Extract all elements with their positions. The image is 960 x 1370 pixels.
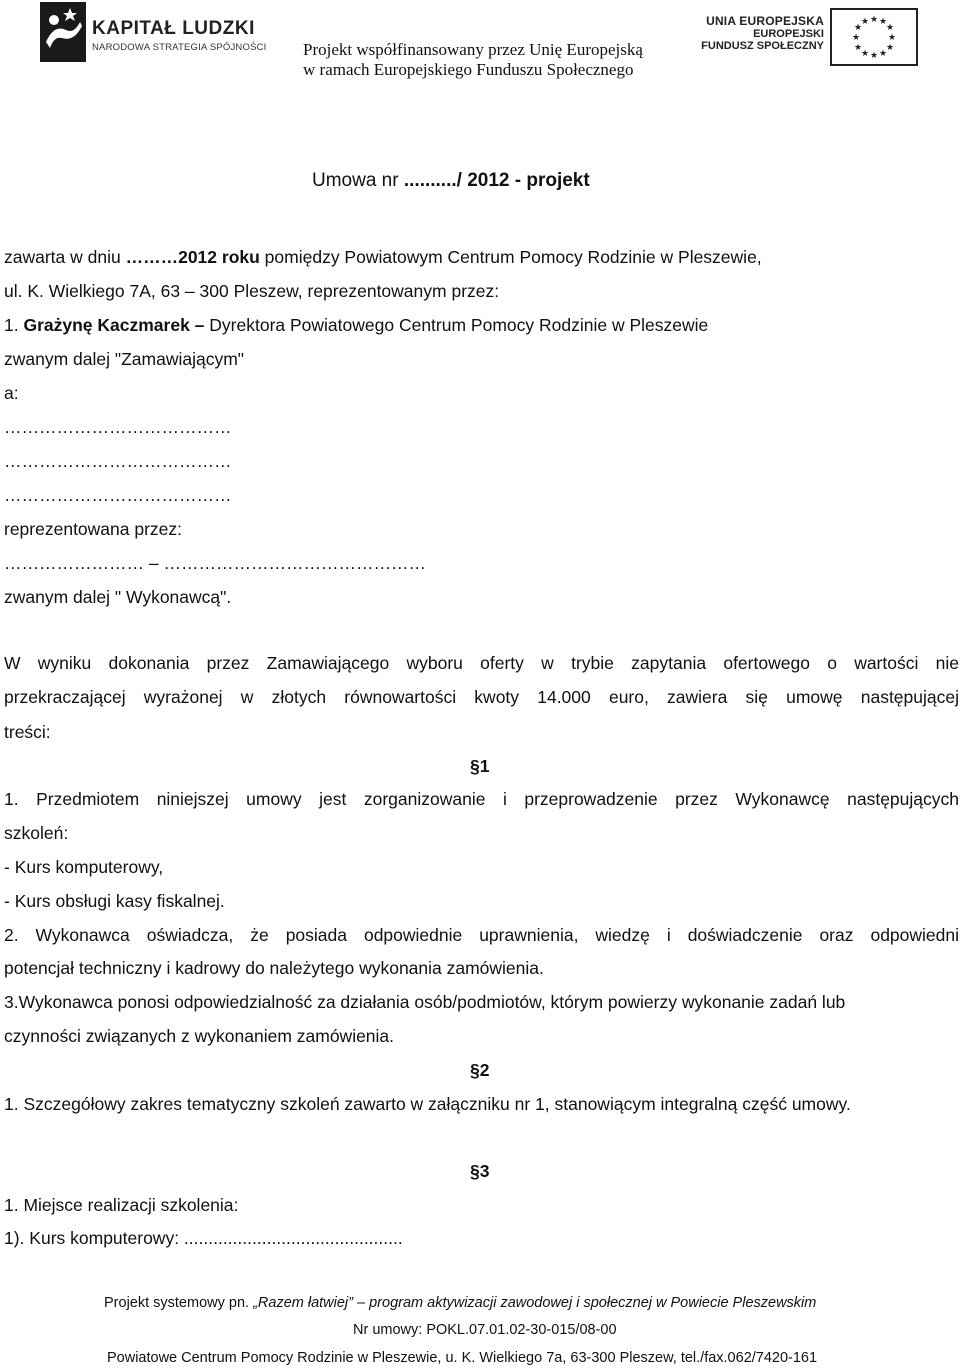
eu-logo-text	[701, 14, 824, 52]
intro-line3	[4, 315, 708, 336]
contractor-name-placeholder: …………………………………	[4, 417, 232, 437]
contractor-address-placeholder: …………………………………	[4, 451, 232, 471]
svg-text:★: ★	[853, 43, 863, 53]
kapital-ludzki-emblem-icon	[40, 2, 86, 62]
footer-contract-number: Nr umowy: POKL.07.01.02-30-015/08-00	[353, 1322, 617, 1338]
section1-p1-line2: szkoleń:	[4, 823, 69, 843]
section3-heading: §3	[470, 1161, 490, 1181]
section1-p3-line1: 3.Wykonawca ponosi odpowiedzialność za działania osób/podmiotów, którym powierzy wykonanie zadań lub	[4, 992, 846, 1012]
cofinance-line1: Projekt współfinansowany przez Unię Europejską	[303, 40, 643, 59]
preamble-line2: przekraczającej wyrażonej w złotych równowartości kwoty 14.000 euro, zawiera się umowę następującej	[4, 687, 959, 707]
eu-flag-icon	[830, 8, 918, 66]
intro-line3-a: 1.	[4, 315, 24, 335]
section2-heading: §2	[470, 1060, 490, 1080]
kapital-ludzki-title: KAPITAŁ LUDZKI	[92, 18, 255, 39]
eu-logo-line1: UNIA EUROPEJSKA	[706, 14, 824, 28]
contract-title-prefix: Umowa nr	[312, 170, 404, 191]
svg-text:★: ★	[869, 51, 879, 61]
intro-line7: zwanym dalej " Wykonawcą".	[4, 587, 232, 607]
svg-text:★: ★	[860, 49, 870, 59]
footer-project-line	[104, 1295, 816, 1311]
section3-p2: 1). Kurs komputerowy: .............................................	[4, 1228, 403, 1248]
footer-project-name: „Razem łatwiej” – program aktywizacji zawodowej i społecznej w Powiecie Pleszewskim	[253, 1295, 817, 1311]
intro-line2: ul. K. Wielkiego 7A, 63 – 300 Pleszew, reprezentowanym przez:	[4, 281, 500, 301]
svg-text:★: ★	[860, 17, 870, 27]
eu-logo	[701, 8, 920, 68]
svg-text:★: ★	[869, 15, 879, 25]
preamble-line1: W wyniku dokonania przez Zamawiającego wyboru oferty w trybie zapytania ofertowego o wartości nie	[4, 653, 959, 673]
representative-placeholder: …………………… – ………………………………………	[4, 553, 426, 573]
section1-item1: - Kurs komputerowy,	[4, 857, 164, 877]
intro-line1-a: zawarta w dniu	[4, 247, 126, 267]
intro-line4: zwanym dalej "Zamawiającym"	[4, 349, 244, 369]
intro-line6: reprezentowana przez:	[4, 519, 183, 539]
footer-project-prefix: Projekt systemowy pn.	[104, 1295, 254, 1311]
svg-text:★: ★	[885, 43, 895, 53]
intro-line5: a:	[4, 383, 19, 403]
eu-logo-line2: EUROPEJSKI	[753, 28, 824, 40]
svg-text:★: ★	[878, 17, 888, 27]
svg-text:★: ★	[885, 23, 895, 33]
section1-p3-line2: czynności związanych z wykonaniem zamówienia.	[4, 1026, 395, 1046]
section1-item2: - Kurs obsługi kasy fiskalnej.	[4, 891, 225, 911]
contractor-detail-placeholder: …………………………………	[4, 485, 232, 505]
section2-p1: 1. Szczegółowy zakres tematyczny szkoleń zawarto w załączniku nr 1, stanowiącym integralną część umowy.	[4, 1094, 851, 1114]
svg-text:★: ★	[887, 33, 897, 43]
svg-text:★: ★	[853, 23, 863, 33]
intro-line1-c: pomiędzy Powiatowym Centrum Pomocy Rodzinie w Pleszewie,	[259, 247, 762, 267]
section1-heading: §1	[470, 756, 490, 776]
contract-title-number: ........../ 2012 - projekt	[403, 170, 590, 191]
eu-logo-line3: FUNDUSZ SPOŁECZNY	[701, 40, 824, 52]
section1-p1-line1: 1. Przedmiotem niniejszej umowy jest zorganizowanie i przeprowadzenie przez Wykonawcę następujących	[4, 789, 959, 809]
contract-title	[312, 170, 590, 192]
svg-text:★: ★	[878, 49, 888, 59]
kapital-ludzki-subtitle: NARODOWA STRATEGIA SPÓJNOŚCI	[92, 42, 267, 53]
intro-date: ………2012 roku	[125, 247, 260, 267]
section1-p2-line2: potencjał techniczny i kadrowy do należytego wykonania zamówienia.	[4, 958, 544, 978]
preamble-line3: treści:	[4, 722, 51, 742]
cofinance-line2: w ramach Europejskiego Funduszu Społecznego	[303, 60, 634, 79]
svg-text:★: ★	[851, 33, 861, 43]
section3-p1: 1. Miejsce realizacji szkolenia:	[4, 1195, 239, 1215]
intro-line3-c: Dyrektora Powiatowego Centrum Pomocy Rodzinie w Pleszewie	[204, 315, 709, 335]
kapital-ludzki-logo	[40, 2, 267, 66]
section1-p2-line1: 2. Wykonawca oświadcza, że posiada odpowiednie uprawnienia, wiedzę i doświadczenie oraz odpowiedni	[4, 925, 959, 945]
intro-director-name: Grażynę Kaczmarek –	[23, 315, 205, 335]
intro-line1	[4, 247, 762, 268]
footer-address: Powiatowe Centrum Pomocy Rodzinie w Pleszewie, u. K. Wielkiego 7a, 63-300 Pleszew, tel./fax.062/7420-161	[107, 1350, 818, 1366]
